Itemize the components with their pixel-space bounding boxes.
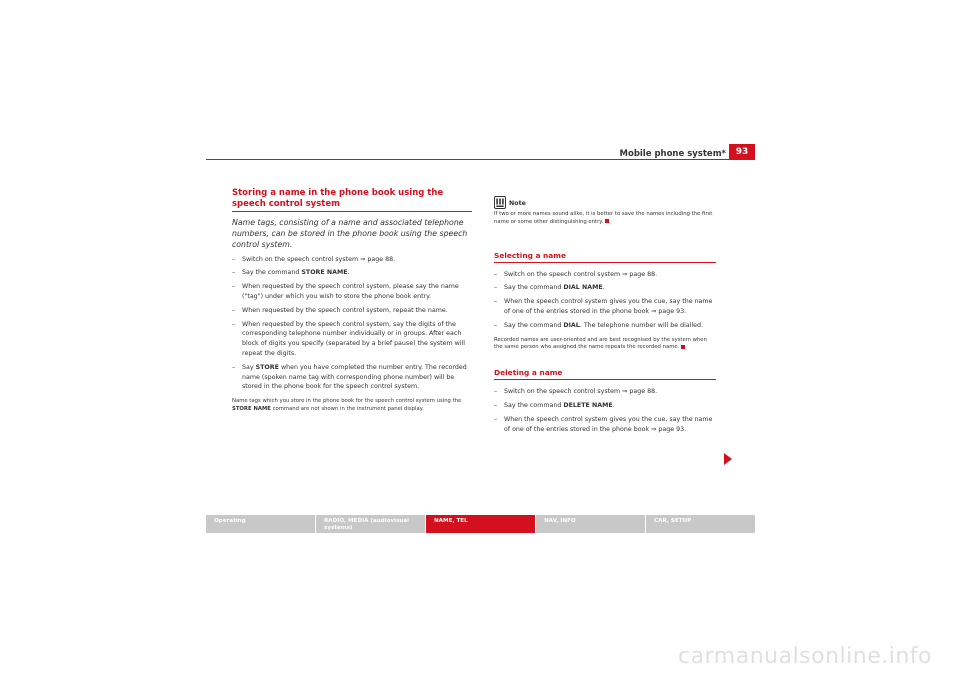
step-text: When the speech control system gives you the cue, say the name of one of the entries stored in the phone book ⇒ page 93.: [504, 298, 713, 315]
step-item: [494, 415, 716, 435]
step-text: When requested by the speech control system, say the digits of the corresponding telephone number individually or in groups. After each block of digits you specify (separated by a brief pause) the system will repeat the digits.: [242, 320, 466, 357]
command-keyword: STORE NAME: [301, 269, 348, 277]
step-dash: –: [232, 306, 236, 314]
step-item: [232, 268, 472, 278]
step-text: Switch on the speech control system ⇒ page 88.: [504, 270, 658, 278]
header-divider: [206, 159, 755, 160]
step-item: [494, 283, 716, 293]
step-text: When the speech control system gives you the cue, say the name of one of the entries stored in the phone book ⇒ page 93.: [504, 415, 713, 433]
step-text-end: .: [612, 401, 615, 409]
step-dash: –: [494, 401, 498, 409]
footnote-pre: Name tags which you store in the phone book for the speech control system using the: [232, 398, 462, 405]
intro-text: Name tags, consisting of a name and associated telephone numbers, can be stored in the phone book using the speech control system.: [232, 218, 468, 250]
step-text: Switch on the speech control system ⇒ page 88.: [504, 388, 658, 396]
step-text: When requested by the speech control system, repeat the name.: [242, 306, 448, 314]
left-column: [232, 188, 472, 414]
tab-nav-info[interactable]: NAV, INFO: [536, 515, 645, 533]
step-dash: –: [494, 284, 498, 292]
step-item: [232, 363, 472, 392]
footnote-post: command are not shown in the instrument panel display.: [270, 405, 424, 412]
step-dash: –: [232, 283, 236, 291]
storing-steps-list: [232, 255, 472, 393]
step-text: When requested by the speech control system, please say the name ("tag") under which you wish to store the phone book entry.: [242, 283, 459, 300]
tab-name-tel[interactable]: NAME, TEL: [426, 515, 535, 533]
right-column: [494, 196, 716, 438]
end-marker-icon: [681, 345, 685, 349]
command-keyword: DIAL: [563, 321, 580, 329]
page-number-badge: 93: [729, 144, 755, 160]
note-text-block: [494, 211, 716, 227]
note-icon: [494, 196, 506, 209]
step-dash: –: [232, 320, 236, 328]
step-dash: –: [494, 388, 498, 396]
section-title-selecting-name: Selecting a name: [494, 251, 716, 263]
command-keyword: DIAL NAME: [563, 284, 603, 292]
footer-tab-bar: [206, 515, 755, 533]
command-keyword: DELETE NAME: [563, 401, 613, 409]
step-text: Say the command: [242, 269, 302, 277]
tab-operating[interactable]: Operating: [206, 515, 315, 533]
step-dash: –: [232, 269, 236, 277]
select-note-block: [494, 337, 716, 353]
step-text: Switch on the speech control system ⇒ page 88.: [242, 255, 396, 263]
step-item: [232, 320, 472, 359]
step-item: [232, 282, 472, 302]
tab-car-setup[interactable]: CAR, SETUP: [646, 515, 755, 533]
step-item: [232, 306, 472, 316]
step-text: Say the command: [504, 284, 564, 292]
note-header: [494, 196, 716, 209]
tab-radio-media[interactable]: RADIO, MEDIA (audiovisual systems): [316, 515, 425, 533]
step-dash: –: [494, 415, 498, 423]
step-text-end: .: [602, 284, 605, 292]
note-title: Note: [509, 200, 526, 208]
step-item: [494, 297, 716, 317]
note-text: If two or more names sound alike, it is better to save the names including the first name or some other distinguishing entry.: [494, 211, 713, 225]
section-title-deleting-name: Deleting a name: [494, 368, 716, 380]
watermark-text: carmanualsonline.info: [678, 644, 932, 669]
step-dash: –: [494, 270, 498, 278]
step-item: [232, 255, 472, 265]
step-text: Say: [242, 363, 256, 371]
step-text: Say the command: [504, 401, 564, 409]
step-item: [494, 321, 716, 331]
step-text-end: . The telephone number will be dialled.: [579, 321, 704, 329]
command-keyword: STORE NAME: [232, 405, 271, 412]
selecting-steps-list: [494, 270, 716, 331]
next-page-arrow-icon[interactable]: [724, 453, 732, 465]
step-dash: –: [494, 321, 498, 329]
step-item: [494, 270, 716, 280]
step-item: [494, 401, 716, 411]
step-text-end: .: [347, 269, 350, 277]
step-dash: –: [232, 363, 236, 371]
step-text: Say the command: [504, 321, 564, 329]
deleting-steps-list: [494, 387, 716, 434]
step-text-end: when you have completed the number entry. The recorded name (spoken name tag with corresponding phone number) will be stored in the phone book for the speech control system.: [242, 363, 467, 391]
command-keyword: STORE: [255, 363, 279, 371]
step-item: [494, 387, 716, 397]
footnote-text: [232, 398, 472, 414]
end-marker-icon: [605, 219, 609, 223]
section-title-storing-name: Storing a name in the phone book using the speech control system: [232, 188, 472, 212]
select-note-text: Recorded names are user-oriented and are best recognised by the system when the same person who assigned the name repeats the recorded name.: [494, 336, 707, 351]
step-dash: –: [494, 298, 498, 306]
step-dash: –: [232, 255, 236, 263]
running-header-title: Mobile phone system*: [619, 149, 726, 159]
